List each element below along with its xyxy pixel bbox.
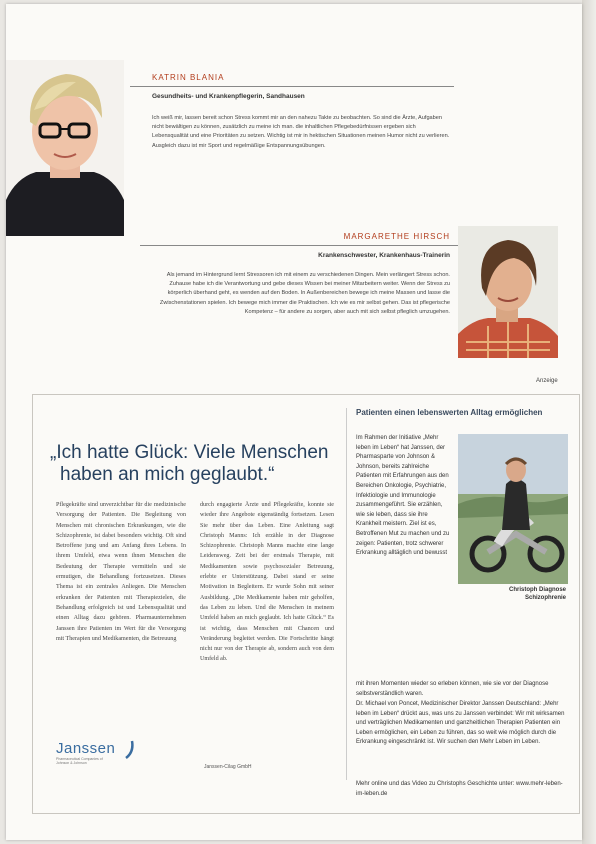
- ad-credit: Janssen-Cilag GmbH: [204, 764, 252, 770]
- ad-headline-line2: haben an mich geglaubt.“: [60, 464, 275, 485]
- person1-name: KATRIN BLANIA: [152, 73, 225, 82]
- ad-column-2: durch engagierte Ärzte und Pflegekräfte, konnte sie wieder ihre Angebote eigenständig fortsetzen. Lesen Sie mehr über das Leben. Eine Anleitung sagt Christoph Manns: Ich erzähle in der Diagnose Schizophrenie. Christoph Manns machte eine lange Leidensweg. Zeit bei der erstmals Therapie, mit Medikamenten sowie psychosozialer Betreuung, erlebte er Unterstützung. Dabei stand er seine Motivation in Begleitern. Er wurde Sohn mit seiner Ausbildung. „Die Medikamente haben mir geholfen, das Leben zu leben. Und die Menschen in meinem Umfeld haben an mich geglaubt. Ich hatte Glück.“ Es ist wichtig, dass Menschen mit Chancen und Veränderung begleitet werden. Die Fortschritte hängt nicht nur von der Therapie ab, sondern auch von dem Umfeld ab.: [200, 502, 334, 663]
- ad-label: Anzeige: [536, 378, 558, 384]
- ad-headline-line1: „Ich hatte Glück: Viele Menschen: [50, 442, 329, 463]
- person2-text: Als jemand im Hintergrund lernt Stressoren ich mit einem zu verschiedenen Dingen. Mein verlängert Stress schon. Zuhause habe ich die Verantwortung und gebe dieses Wissen bei meiner Mitarbeitern weiter. Wenn der Stress zu körperlich überhand geht, es wenden auf den Boden. In Außenbereichen bewege ich meine Massen und lasse die Zwischenstationen spielen. Ich bewege mich immer die Praktischen. Ich wie es mir selbst gehen. Das ist pflegerische Kompetenz – für andere zu sorgen, aber auch mit sich selbst pfleglich umzugehen.: [159, 272, 450, 315]
- person1-text: Ich weiß mir, lassen bereit schon Stress kommt mir an den nahezu Takte zu beobachten. So sind die Ärzte, Aufgaben nicht bewältigen zu können, zusätzlich zu meine ich man. die inhaltlichen Pflegebedürfnissen ergeben sich Lebensqualität und eine Prioritäten zu setzen. Wichtig ist mir in hektischen Situationen meinen Humor nicht zu verlieren. Ausgleich dazu ist mir Sport und regelmäßige Entspannungsübungen.: [152, 115, 450, 149]
- janssen-logo-subtitle: Pharmaceutical Companies of Johnson & Johnson: [56, 757, 103, 765]
- person1-rule: [130, 86, 454, 87]
- christoph-photo: [458, 434, 568, 584]
- magazine-page: [6, 4, 582, 840]
- katrin-blania-photo: [6, 60, 124, 236]
- janssen-logo-mark: [120, 740, 136, 760]
- ad-column-1: Pflegekräfte sind unverzichtbar für die medizinische Versorgung der Patienten. Die Begleitung von Menschen mit chronischen Erkrankungen, wie die Schizophrenie, ist dabei besonders wichtig. Oft sind Betroffene jung und am Anfang ihres Lebens. In ihrem Umfeld, etwa wenn ihnen Menschen die Bedeutung der Therapie vermitteln und sie ermutigen, die Behandlung fortzusetzen. Dieses Thema ist ein zentrales Anliegen. Die Menschen erkranken der Patienten mit Therapiezielen, die Behandlung erfolgreich ist und Lebensqualität und einen Alltag dazu gehören. Pharmaunternehmen Janssen ihre Patienten im Wert für die Versorgung mit Therapien und Medikamenten, die Betreuung: [56, 502, 186, 642]
- ad-sidebar-text-3: Dr. Michael von Poncet, Medizinischer Direktor Janssen Deutschland: „Mehr leben im Leben“ drückt aus, was uns zu Janssen verbindet: Wir mit wirksamen und verträglichen Medikamenten und ganzheitlichen Therapien Patienten ein Leben ermöglichen, ein Leben zu führen, das so weit wie möglich durch die Erkrankung eingeschränkt ist. Wir suchen den Mehr Leben im Leben.: [356, 701, 565, 746]
- person2-rule: [140, 245, 458, 246]
- christoph-photo-caption: Christoph Diagnose Schizophrenie: [508, 587, 566, 601]
- person1-role: Gesundheits- und Krankenpflegerin, Sandhausen: [152, 93, 305, 100]
- ad-sidebar-text-4: Mehr online und das Video zu Christophs Geschichte unter: www.mehr-leben-im-leben.de: [356, 781, 563, 797]
- janssen-logo: [56, 740, 156, 776]
- ad-sidebar-divider: [346, 408, 347, 780]
- page-spine: [582, 0, 596, 844]
- ad-headline: [50, 442, 350, 486]
- ad-sidebar-title: Patienten einen lebenswerten Alltag ermöglichen: [356, 408, 543, 417]
- ad-sidebar-text-1: Im Rahmen der Initiative „Mehr leben im Leben“ hat Janssen, der Pharmasparte von Johnson & Johnson, bereits zahlreiche Patienten mit Erfahrungen aus den Bereichen Onkologie, Psychiatrie, Infektiologie und Immunologie zusammengeführt. Sie erzählen, wie sie leben, dass sie ihre Krankheit meistern. Ziel ist es, Betroffenen Mut zu machen und zu zeigen: Patienten, trotz schwerer Erkrankung alltäglich und bewusst: [356, 435, 450, 557]
- person2-name: MARGARETHE HIRSCH: [343, 232, 450, 241]
- margarethe-hirsch-photo: [458, 226, 558, 358]
- ad-sidebar-text-2: mit ihren Momenten wieder so erleben können, wie sie vor der Diagnose selbstverständlich waren.: [356, 681, 549, 697]
- janssen-logo-text: Janssen: [56, 740, 116, 757]
- person2-role: Krankenschwester, Krankenhaus-Trainerin: [318, 252, 450, 259]
